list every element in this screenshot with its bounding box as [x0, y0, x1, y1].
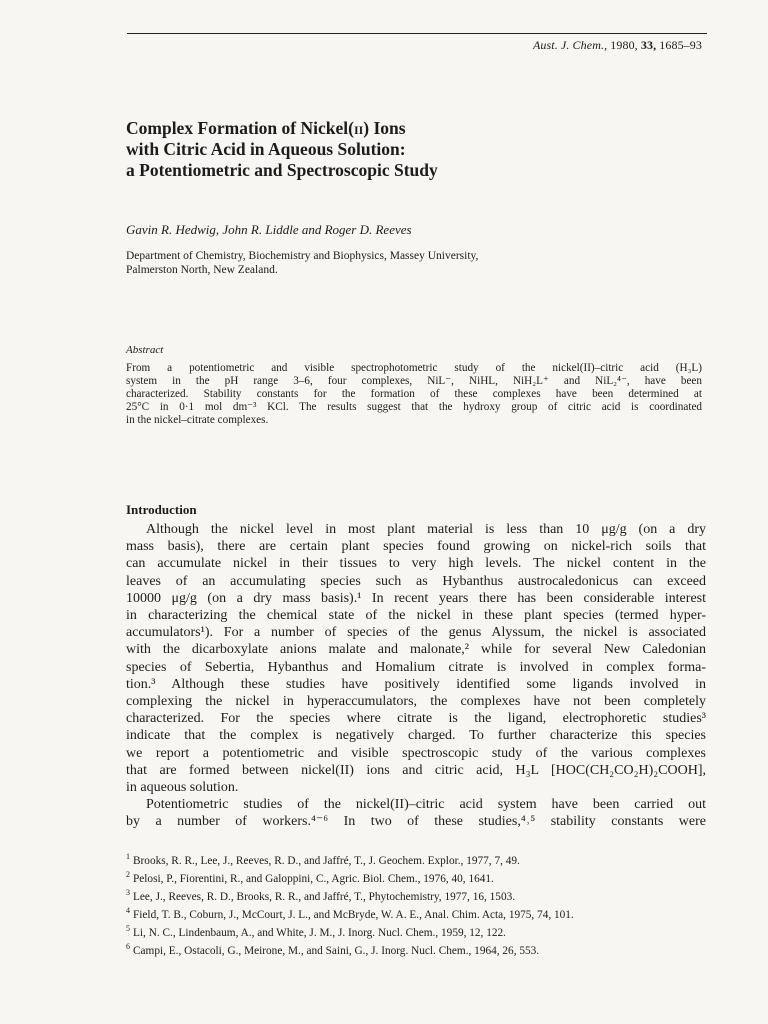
intro-line: species of Sebertia, Hybanthus and Homalium citrate is involved in complex forma-: [126, 659, 706, 675]
article-title: [126, 118, 686, 181]
intro-line: we report a potentiometric and visible spectroscopic study of the various complexes: [126, 745, 706, 761]
footnote: $^6$ Campi, E., Ostacoli, G., Meirone, M., and Saini, G., J. Inorg. Nucl. Chem., 1964, 26, 553.: [126, 941, 540, 957]
section-heading-introduction: Introduction: [126, 502, 197, 517]
affiliation: [126, 249, 686, 277]
intro-line: Potentiometric studies of the nickel(II)–citric acid system have been carried out: [146, 797, 706, 813]
abstract-heading: Abstract: [126, 344, 164, 356]
footnote: $^4$ Field, T. B., Coburn, J., McCourt, J. L., and McBryde, W. A. E., Anal. Chim. Acta, 1975, 74, 101.: [126, 905, 574, 921]
intro-line: in aqueous solution.: [126, 780, 239, 796]
abstract-line-4: 25°C in 0·1 mol dm⁻³ KCl. The results suggest that the hydroxy group of citric acid is coordinated: [126, 401, 702, 414]
header-rule: [127, 33, 707, 34]
title-line-1: Complex Formation of Nickel(ii) Ions: [126, 118, 406, 138]
footnote: $^3$ Lee, J., Reeves, R. D., Brooks, R. R., and Jaffré, T., Phytochemistry, 1977, 16, 1503.: [126, 887, 516, 903]
footnote: $^2$ Pelosi, P., Fiorentini, R., and Galoppini, C., Agric. Biol. Chem., 1976, 40, 1641.: [126, 869, 494, 885]
intro-line: that are formed between nickel(II) ions and citric acid, H₃L [HOC(CH₂CO₂H)₂COOH],: [126, 762, 706, 778]
intro-line: characterized. For the species where citrate is the ligand, electrophoretic studies³: [126, 711, 706, 727]
intro-line: can accumulate nickel in their tissues to very high levels. The nickel content in the: [126, 556, 706, 572]
journal-name: Aust. J. Chem.: [533, 38, 605, 52]
intro-line: mass basis), there are certain plant species found growing on nickel-rich soils that: [126, 539, 706, 555]
journal-citation: Aust. J. Chem., 1980, 33, 1685–93: [533, 38, 702, 52]
intro-line: Although the nickel level in most plant material is less than 10 μg/g (on a dry: [146, 522, 706, 537]
affiliation-line-1: Department of Chemistry, Biochemistry and Biophysics, Massey University,: [126, 250, 479, 262]
title-line-2: with Citric Acid in Aqueous Solution:: [126, 139, 406, 159]
abstract-line-3: characterized. Stability constants for the formation of these complexes have been determined at: [126, 388, 702, 401]
intro-line: leaves of an accumulating species such as Hybanthus austrocaledonicus can exceed: [126, 573, 706, 589]
intro-line: indicate that the complex is negatively charged. To further characterize this species: [126, 728, 706, 744]
abstract-body: [126, 362, 702, 427]
footnotes: [126, 850, 706, 958]
journal-year: 1980,: [610, 38, 638, 52]
intro-line: by a number of workers.⁴⁻⁶ In two of these studies,⁴˒⁵ stability constants were: [126, 814, 706, 830]
author-list: Gavin R. Hedwig, John R. Liddle and Roger D. Reeves: [126, 222, 412, 237]
footnote: $^1$ Brooks, R. R., Lee, J., Reeves, R. D., and Jaffré, T., J. Geochem. Explor., 1977, 7, 49.: [126, 852, 520, 867]
abstract-line-5: in the nickel–citrate complexes.: [126, 414, 269, 427]
intro-line: 10000 μg/g (on a dry mass basis).¹ In recent years there has been considerable interest: [126, 590, 706, 606]
affiliation-line-2: Palmerston North, New Zealand.: [126, 264, 278, 276]
intro-line: accumulators¹). For a number of species of the genus Alyssum, the nickel is associated: [126, 625, 706, 641]
abstract-line-2: system in the pH range 3–6, four complexes, NiL⁻, NiHL, NiH₂L⁺ and NiL₂⁴⁻, have been: [126, 375, 702, 388]
journal-volume: 33,: [640, 38, 657, 52]
introduction-body: [126, 521, 706, 831]
footnote: $^5$ Li, N. C., Lindenbaum, A., and White, J. M., J. Inorg. Nucl. Chem., 1959, 12, 122.: [126, 923, 506, 939]
intro-line: with the dicarboxylate anions malate and malonate,² while for several New Caledonian: [126, 642, 706, 658]
intro-line: in characterizing the chemical state of the nickel in these plant species (termed hyper-: [126, 608, 706, 624]
title-line-3: a Potentiometric and Spectroscopic Study: [126, 160, 438, 180]
intro-line: complexing the nickel in hyperaccumulators, the complexes have not been completely: [126, 694, 706, 710]
journal-pages: 1685–93: [659, 38, 702, 52]
abstract-line-1: From a potentiometric and visible spectrophotometric study of the nickel(II)–citric acid (H₃L): [126, 362, 702, 374]
intro-line: tion.³ Although these studies have positively identified some ligands involved in: [126, 676, 706, 692]
